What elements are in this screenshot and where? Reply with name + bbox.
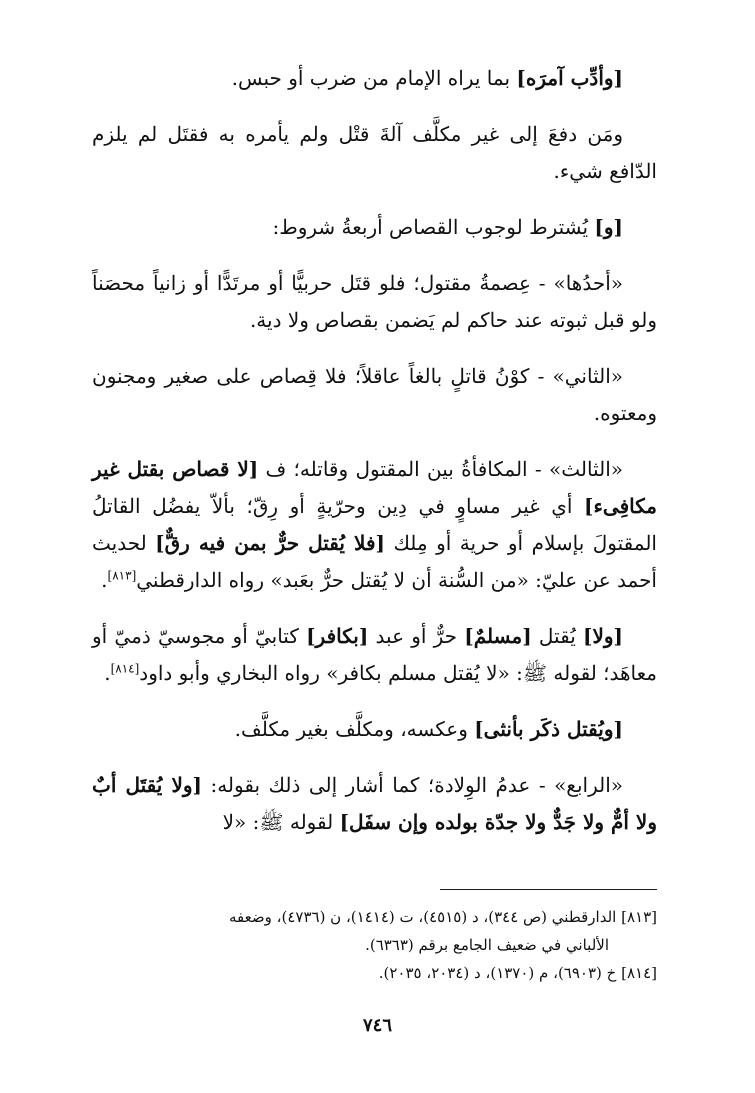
text-run: ومَن دفعَ إلى غير مكلَّف آلةَ قتْل ولم يأمره به فقتَل لم يلزم الدّافع شيء. — [92, 122, 657, 183]
bold-term: [مسلمٌ] — [464, 624, 532, 648]
text-run: «الرابع» - عدمُ الوِلادة؛ كما أشار إلى ذلك بقوله: — [201, 773, 623, 797]
footnote-text: الدارقطني (ص ٣٤٤)، د (٤٥١٥)، ت (١٤١٤)، ن (٤٧٣٦)، وضعفه — [229, 908, 622, 926]
footnote-813 — [92, 903, 657, 931]
bold-term: [ولا] — [583, 624, 623, 648]
paragraph-6 — [92, 451, 657, 599]
text-run: . — [101, 568, 108, 592]
text-run: كتابيّ أو مجوسيّ ذميّ أو معاهَد؛ لقوله ﷺ: «لا يُقتل مسلم بكافر» رواه البخاري وأبو داود — [92, 624, 657, 685]
bold-term: [ولا يُقتَل أبٌ ولا أمٌّ ولا جَدٌّ ولا جدّة بولده وإن سفَل] — [92, 773, 657, 834]
paragraph-9 — [92, 767, 657, 841]
footnote-ref-814[interactable]: [٨١٤] — [110, 661, 140, 676]
paragraph-4 — [92, 265, 657, 339]
text-run: «الثالث» - المكافأةُ بين المقتول وقاتله؛ ف — [258, 457, 623, 481]
paragraph-2 — [92, 116, 657, 190]
footnote-text: خ (٦٩٠٣)، م (١٣٧٠)، د (٢٠٣٤، ٢٠٣٥). — [378, 964, 622, 982]
bold-term: [بكافر] — [306, 624, 369, 648]
text-run: . — [104, 661, 111, 685]
footnote-813-continuation — [92, 931, 657, 959]
footnote-814 — [92, 959, 657, 987]
paragraph-1 — [92, 60, 657, 97]
text-run: يُشترط لوجوب القصاص أربعةُ شروط: — [272, 215, 595, 239]
bold-term: [ويُقتل ذكَر بأنثى] — [474, 717, 623, 741]
paragraph-3 — [92, 209, 657, 246]
bold-term: [لا قصاص بقتل غير مكافِىء] — [92, 457, 657, 518]
paragraph-8 — [92, 711, 657, 748]
paragraph-7 — [92, 618, 657, 692]
footnote-mark: [٨١٣] — [621, 908, 657, 926]
text-run: لحديث أحمد عن عليّ: «من السُّنة أن لا يُقتل حرٌّ بعَبد» رواه الدارقطني — [92, 531, 657, 592]
bold-term: [و] — [594, 215, 623, 239]
text-run: «أحدُها» - عِصمةُ مقتول؛ فلو قتَل حربيًّا أو مرتَدًّا أو زانياً محصَناً ولو قبل ثبوته عند حاكم لم يَضمن بقصاص ولا دية. — [92, 271, 657, 332]
bold-term: [فلا يُقتل حرٌّ بمن فيه رقٌّ] — [155, 531, 385, 555]
paragraph-5 — [92, 358, 657, 432]
text-run: يُقتل — [531, 624, 583, 648]
text-run: «الثاني» - كوْنُ قاتلٍ بالغاً عاقلاً؛ فلا قِصاص على صغير ومجنون ومعتوه. — [92, 364, 657, 425]
text-run: أي غير مساوٍ في دِين وحرّيةٍ أو رِقّ؛ بألاّ يفضُل القاتلُ المقتولَ بإسلام أو حرية أو مِلك — [92, 494, 657, 555]
text-run: حرٌّ أو عبد — [368, 624, 465, 648]
footnote-divider — [440, 889, 657, 890]
footnote-mark: [٨١٤] — [621, 964, 657, 982]
text-run: لقوله ﷺ: «لا — [222, 810, 340, 834]
main-text — [92, 60, 657, 860]
text-run: وعكسه، ومكلَّف بغير مكلَّف. — [234, 717, 475, 741]
text-run: بما يراه الإمام من ضرب أو حبس. — [231, 66, 517, 90]
footnote-ref-813[interactable]: [٨١٣] — [107, 568, 137, 583]
page-number: ٧٤٦ — [362, 1015, 392, 1036]
footnote-text: الألباني في ضعيف الجامع برقم (٦٣٦٣). — [365, 936, 609, 954]
bold-term: [وأدِّب آمرَه] — [516, 66, 623, 90]
footnotes — [92, 903, 657, 987]
